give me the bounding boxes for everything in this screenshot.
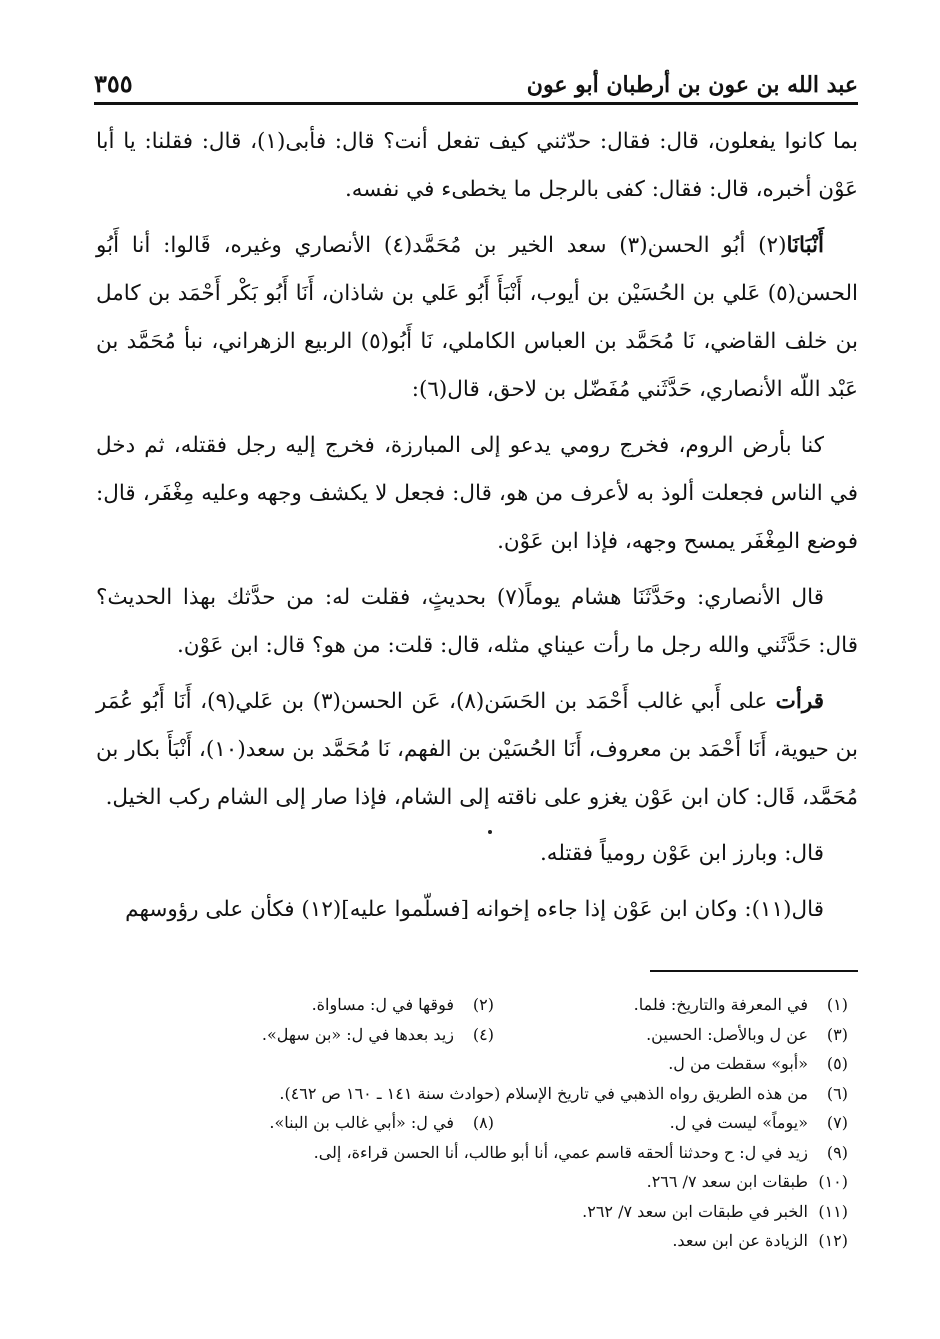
- footnote-row: [140, 1108, 848, 1138]
- footnote: [494, 990, 848, 1020]
- footnote-text: طبقات ابن سعد ٧/ ٢٦٦.: [646, 1172, 808, 1191]
- footnote-text: من هذه الطريق رواه الذهبي في تاريخ الإسلام (حوادث سنة ١٤١ ـ ١٦٠ ص ٤٦٢).: [279, 1083, 808, 1103]
- footnote-row: [140, 1167, 848, 1197]
- footnote-text: زيد بعدها في ل: «بن سهل».: [261, 1024, 454, 1044]
- footnote: [140, 1049, 848, 1079]
- paragraph-text: قال الأنصاري: وحَدَّثَنَا هشام يوماً(٧) بحديثٍ، فقلت له: من حدَّثك بهذا الحديث؟ قال: حَدَّثَني والله رجل ما رأت عيناي مثله، قال: قلت: من هو؟ قال: ابن عَوْن.: [96, 585, 858, 658]
- footnote: [140, 1197, 848, 1227]
- paragraph-lead-word: أَنْبَانَا: [786, 233, 825, 258]
- ink-dot: [488, 830, 492, 834]
- paragraph-text: بما كانوا يفعلون، قال: فقال: حدّثني كيف تفعل أنت؟ قال: فأبى(١)، قال: فقلنا: يا أبا عَوْن أخبره، قال: فقال: كفى بالرجل ما يخطىء في نفسه.: [96, 129, 858, 202]
- footnote-text: الزيادة عن ابن سعد.: [672, 1231, 808, 1250]
- footnote-row: [140, 1020, 848, 1050]
- paragraph-text: (٢) أبُو الحسن(٣) سعد الخير بن مُحَمَّد(٤) الأنصاري وغيره، قَالوا: أنا أَبُو الحسن(٥) عَلي بن الحُسَيْن بن أيوب، أَنْبَأَ أَبُو عَلي بن شاذان، أَنَا أَبُو بَكْر أَحْمَد بن كامل بن خلف القاضي، نَا مُحَمَّد بن العباس الكاملي، نَا أَبُو(٥) الربيع الزهراني، نبأ مُحَمَّد بن عَبْد اللّه الأنصاري، حَدَّثَني مُفَضّل بن لاحق، قال(٦):: [96, 233, 859, 402]
- footnote-number: (١٢): [818, 1231, 848, 1250]
- footnote-number: (٤): [472, 1024, 494, 1044]
- footnote-text: «أبو» سقطت من ل.: [668, 1054, 808, 1073]
- paragraph-lead-word: قرأت: [775, 689, 824, 714]
- footnote-text: الخبر في طبقات ابن سعد ٧/ ٢٦٢.: [582, 1201, 808, 1221]
- footnote: [494, 1108, 848, 1138]
- paragraph-text: قال(١١): وكان ابن عَوْن إذا جاءه إخوانه [فسلّموا عليه](١٢) فكأن على رؤوسهم: [125, 897, 824, 922]
- paragraph: [96, 118, 858, 214]
- footnote-number: (١): [826, 995, 848, 1014]
- footnote-number: (٣): [826, 1024, 848, 1044]
- footnote-row: [140, 1049, 848, 1079]
- footnote-number: (٩): [826, 1142, 848, 1162]
- paragraph: [96, 830, 858, 878]
- footnote: [140, 1138, 848, 1168]
- footnote-number: (٨): [472, 1113, 494, 1132]
- paragraph: [96, 886, 858, 934]
- footnote-row: [140, 1079, 848, 1109]
- paragraph-text: كنا بأرض الروم، فخرج رومي يدعو إلى المبارزة، فخرج إليه رجل فقتله، ثم دخل في الناس فجعلت ألوذ به لأعرف من هو، قال: فجعل لا يكشف وجهه وعليه مِغْفَر، قال: فوضع المِغْفَر يمسح وجهه، فإذا ابن عَوْن.: [96, 433, 858, 554]
- paragraph: [96, 574, 858, 670]
- footnote-text: فوقها في ل: مساواة.: [311, 995, 454, 1014]
- main-text: [96, 118, 858, 942]
- footnote-text: في ل: «أبي غالب بن البنا».: [269, 1113, 454, 1132]
- footnote: [494, 1020, 848, 1050]
- paragraph: [96, 678, 858, 822]
- footnote-row: [140, 990, 848, 1020]
- footnote: [140, 1167, 848, 1197]
- footnote-text: «يوماً» ليست في ل.: [669, 1113, 808, 1132]
- paragraph-text: على أَبي غالب أَحْمَد بن الحَسَن(٨)، عَن الحسن(٣) بن عَلي(٩)، أَنَا أَبُو عُمَر بن حيوية، أَنَا أَحْمَد بن معروف، أَنَا الحُسَيْن بن الفهم، نَا مُحَمَّد بن سعد(١٠)، أَنْبَأَ بكار بن مُحَمَّد، قَال: كان ابن عَوْن يغزو على ناقته إلى الشام، فإذا صار إلى الشام ركب الخيل.: [96, 689, 859, 810]
- footnote-text: عن ل وبالأصل: الحسين.: [646, 1024, 808, 1044]
- footnote-number: (٥): [826, 1054, 848, 1073]
- paragraph-text: قال: وبارز ابن عَوْن رومياً فقتله.: [539, 841, 824, 866]
- footnote-row: [140, 1138, 848, 1168]
- paragraph: [96, 422, 858, 566]
- page-header: [94, 60, 858, 98]
- footnote-number: (٢): [472, 995, 494, 1014]
- footnote: [140, 1020, 494, 1050]
- paragraph: [96, 222, 858, 414]
- footnote-number: (١٠): [818, 1172, 848, 1191]
- footnote: [140, 990, 494, 1020]
- footnote: [140, 1108, 494, 1138]
- page-number: ٣٥٥: [94, 69, 133, 98]
- footnote-text: زيد في ل: ح وحدثنا ألحقه قاسم عمي، أنا أبو طالب، أنا الحسن قراءة، إلى.: [313, 1142, 808, 1162]
- footnote-number: (٧): [826, 1113, 848, 1132]
- footnote-separator: [650, 970, 858, 972]
- header-rule: [94, 102, 858, 105]
- running-title: عبد الله بن عون بن أرطبان أبو عون: [526, 72, 858, 98]
- footnote: [140, 1226, 848, 1256]
- footnote-text: في المعرفة والتاريخ: فلما.: [633, 995, 808, 1014]
- footnote-number: (١١): [818, 1201, 848, 1221]
- footnote-row: [140, 1197, 848, 1227]
- footnotes: [140, 990, 848, 1256]
- footnote-number: (٦): [826, 1083, 848, 1103]
- footnote-row: [140, 1226, 848, 1256]
- footnote: [140, 1079, 848, 1109]
